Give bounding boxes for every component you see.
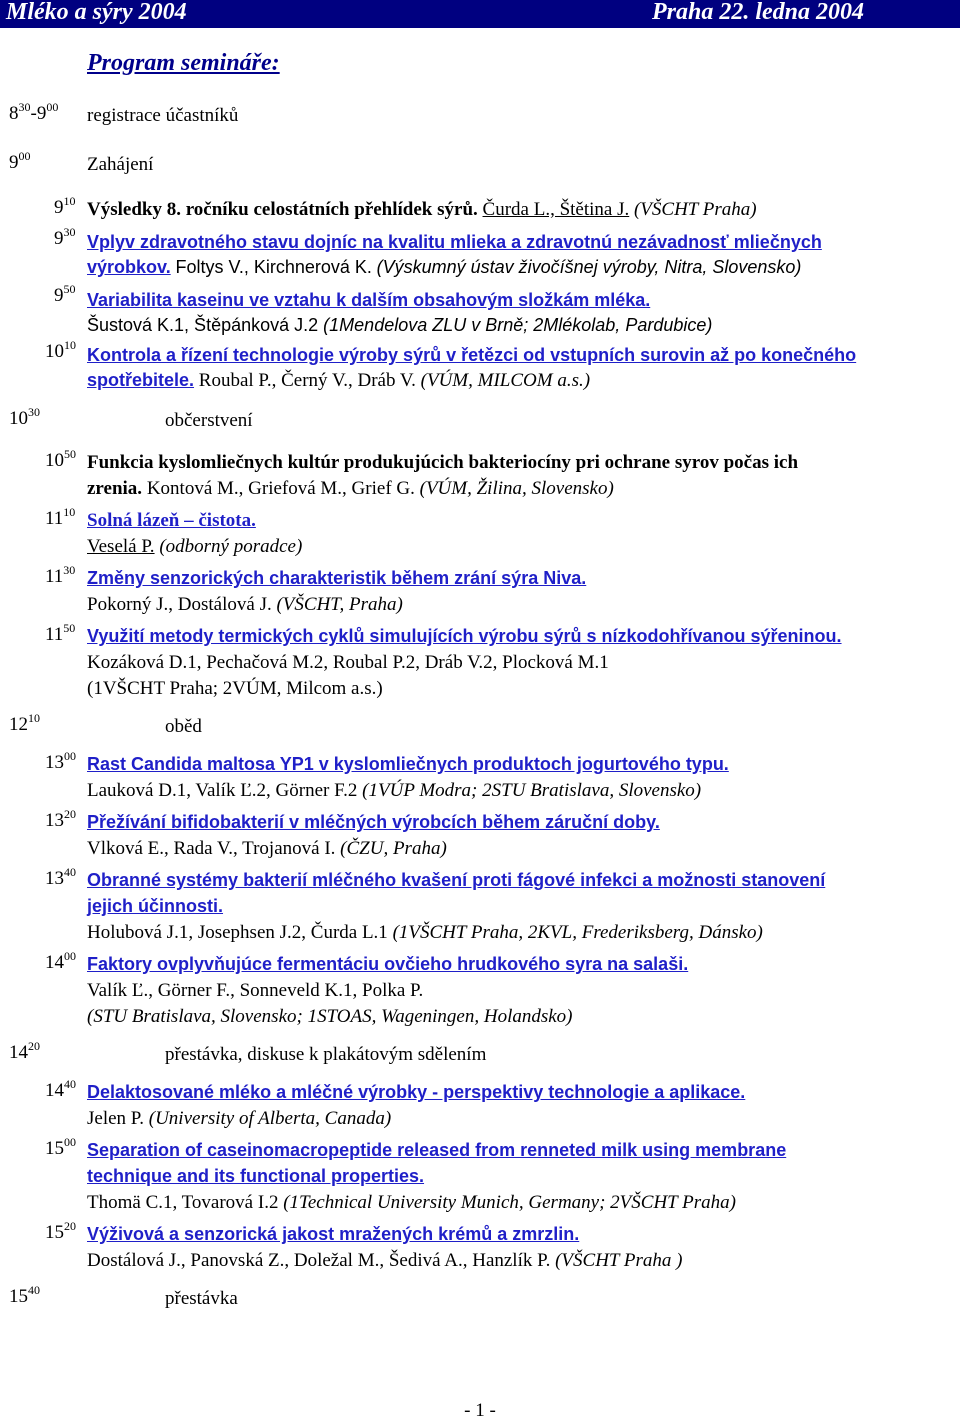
lecture-title[interactable]: Změny senzorických charakteristik během zrání sýra Niva. [87, 568, 587, 588]
lecture-affiliation: (1Mendelova ZLU v Brně; 2Mlékolab, Pardubice) [323, 315, 713, 335]
lecture-entry [87, 197, 757, 222]
time-slot: $12^{10}$ [9, 711, 40, 735]
lecture-title[interactable]: Vplyv zdravotného stavu dojníc na kvalitu mlieka a zdravotnú nezávadnosť mliečnych [87, 232, 822, 252]
time-slot: $14^{00}$ [45, 949, 76, 973]
lecture-entry [87, 920, 763, 945]
event-date: Praha 22. ledna 2004 [651, 0, 864, 25]
lecture-affiliation: (VÚM, MILCOM a.s.) [420, 370, 591, 391]
lecture-affiliation: (1Technical University Munich, Germany; 2VŠCHT Praha) [283, 1192, 736, 1213]
lecture-authors: Lauková D.1, Valík Ľ.2, Görner F.2 [87, 780, 358, 801]
time-slot: $9^{50}$ [54, 282, 76, 306]
lecture-title[interactable]: Výživová a senzorická jakost mražených krémů a zmrzlin. [87, 1224, 580, 1244]
lecture-entry [87, 836, 447, 861]
time-slot: $15^{40}$ [9, 1283, 40, 1307]
lecture-entry [87, 778, 701, 803]
time-slot: $8^{30}-9^{00}$ [9, 100, 59, 124]
lecture-affiliation: (1VŠCHT Praha, 2KVL, Frederiksberg, Dánsko) [392, 922, 763, 943]
lecture-authors: Pokorný J., Dostálová J. [87, 594, 272, 615]
lecture-affiliation: (1VÚP Modra; 2STU Bratislava, Slovensko) [362, 780, 702, 801]
time-slot: $13^{00}$ [45, 749, 76, 773]
break-item: oběd [165, 716, 202, 737]
lecture-authors: Kozáková D.1, Pechačová M.2, Roubal P.2, Dráb V.2, Plocková M.1 [87, 652, 609, 673]
lecture-entry [87, 1248, 682, 1273]
page-number: - 1 - [464, 1400, 496, 1421]
lecture-title[interactable]: Přežívání bifidobakterií v mléčných výrobcích během záruční doby. [87, 812, 660, 832]
time-slot: $9^{00}$ [9, 149, 31, 173]
lecture-affiliation: (ČZU, Praha) [340, 838, 447, 859]
break-item: občerstvení [165, 410, 253, 431]
time-slot: $10^{50}$ [45, 447, 76, 471]
lecture-authors: Čurda L., Štětina J. [482, 199, 630, 220]
event-title: Mléko a sýry 2004 [6, 0, 187, 25]
lecture-entry [87, 534, 302, 559]
lecture-title[interactable]: Separation of caseinomacropeptide released from renneted milk using membrane [87, 1140, 787, 1160]
lecture-authors: Vlková E., Rada V., Trojanová I. [87, 838, 336, 859]
lecture-entry [87, 1190, 736, 1215]
lecture-entry [87, 368, 590, 393]
lecture-title: Funkcia kyslomliečnych kultúr produkujúcich bakteriocíny pri ochrane syrov počas ich [87, 452, 799, 473]
time-slot: $10^{30}$ [9, 405, 40, 429]
lecture-title[interactable]: Využití metody termických cyklů simulujících výrobu sýrů s nízkodohřívanou sýřeninou. [87, 626, 842, 646]
time-slot: $11^{10}$ [45, 505, 76, 529]
lecture-title[interactable]: Rast Candida maltosa YP1 v kyslomliečnych produktoch jogurtového typu. [87, 754, 729, 774]
lecture-authors: Roubal P., Černý V., Dráb V. [198, 370, 416, 391]
time-slot: $14^{40}$ [45, 1077, 76, 1101]
time-slot: $9^{10}$ [54, 194, 76, 218]
header-bar [0, 0, 960, 28]
lecture-title-cont[interactable]: jejich účinnosti. [87, 896, 224, 916]
lecture-title[interactable]: Faktory ovplyvňujúce fermentáciu ovčieho hrudkového syra na salaši. [87, 954, 689, 974]
lecture-title[interactable]: Variabilita kaseinu ve vztahu k dalším obsahovým složkám mléka. [87, 290, 651, 310]
time-slot: $13^{20}$ [45, 807, 76, 831]
lecture-title[interactable]: Solná lázeň – čistota. [87, 510, 256, 531]
time-slot: $14^{20}$ [9, 1039, 40, 1063]
lecture-affiliation: (1VŠCHT Praha; 2VÚM, Milcom a.s.) [87, 678, 383, 699]
lecture-authors: Holubová J.1, Josephsen J.2, Čurda L.1 [87, 922, 388, 943]
lecture-title[interactable]: Obranné systémy bakterií mléčného kvašení proti fágové infekci a možnosti stanovení [87, 870, 826, 890]
lecture-affiliation: (odborný poradce) [159, 536, 303, 557]
lecture-authors: Foltys V., Kirchnerová K. [175, 257, 372, 277]
lecture-title[interactable]: Delaktosované mléko a mléčné výrobky - perspektivy technologie a aplikace. [87, 1082, 746, 1102]
lecture-entry [87, 592, 403, 617]
break-item: přestávka [165, 1288, 238, 1309]
lecture-affiliation: (Výskumný ústav živočíšnej výroby, Nitra, Slovensko) [376, 257, 802, 277]
lecture-entry [87, 476, 614, 501]
lecture-title: Výsledky 8. ročníku celostátních přehlídek sýrů. [87, 199, 478, 220]
lecture-authors: Kontová M., Griefová M., Grief G. [146, 478, 415, 499]
lecture-title-cont[interactable]: technique and its functional properties. [87, 1166, 425, 1186]
lecture-title[interactable]: Kontrola a řízení technologie výroby sýrů v řetězci od vstupních surovin až po konečného [87, 345, 857, 365]
lecture-authors: Jelen P. [87, 1108, 144, 1129]
time-slot: $11^{30}$ [45, 563, 76, 587]
lecture-title-cont: zrenia. [87, 478, 143, 499]
lecture-authors: Veselá P. [87, 536, 155, 557]
lecture-title-cont[interactable]: výrobkov. [87, 257, 171, 277]
time-slot: $11^{50}$ [45, 621, 76, 645]
agenda-item: registrace účastníků [87, 105, 239, 126]
lecture-title-cont[interactable]: spotřebitele. [87, 370, 195, 390]
lecture-affiliation: (VÚM, Žilina, Slovensko) [419, 478, 614, 499]
time-slot: $15^{00}$ [45, 1135, 76, 1159]
lecture-entry [87, 313, 712, 338]
program-heading: Program semináře: [87, 50, 280, 76]
lecture-entry [87, 1106, 391, 1131]
lecture-authors: Thomä C.1, Tovarová I.2 [87, 1192, 279, 1213]
lecture-affiliation: (University of Alberta, Canada) [148, 1108, 392, 1129]
lecture-authors: Valík Ľ., Görner F., Sonneveld K.1, Polka P. [87, 980, 424, 1001]
time-slot: $10^{10}$ [45, 338, 76, 362]
lecture-entry [87, 255, 801, 280]
agenda-item: Zahájení [87, 154, 154, 175]
lecture-affiliation: (STU Bratislava, Slovensko; 1STOAS, Wageningen, Holandsko) [87, 1006, 573, 1027]
lecture-affiliation: (VŠCHT Praha) [633, 199, 757, 220]
time-slot: $9^{30}$ [54, 225, 76, 249]
lecture-authors: Šustová K.1, Štěpánková J.2 [87, 315, 319, 335]
time-slot: $15^{20}$ [45, 1219, 76, 1243]
lecture-authors: Dostálová J., Panovská Z., Doležal M., Šedivá A., Hanzlík P. [87, 1250, 551, 1271]
lecture-affiliation: (VŠCHT, Praha) [276, 594, 403, 615]
break-item: přestávka, diskuse k plakátovým sdělením [165, 1044, 487, 1065]
time-slot: $13^{40}$ [45, 865, 76, 889]
lecture-affiliation: (VŠCHT Praha ) [555, 1250, 683, 1271]
